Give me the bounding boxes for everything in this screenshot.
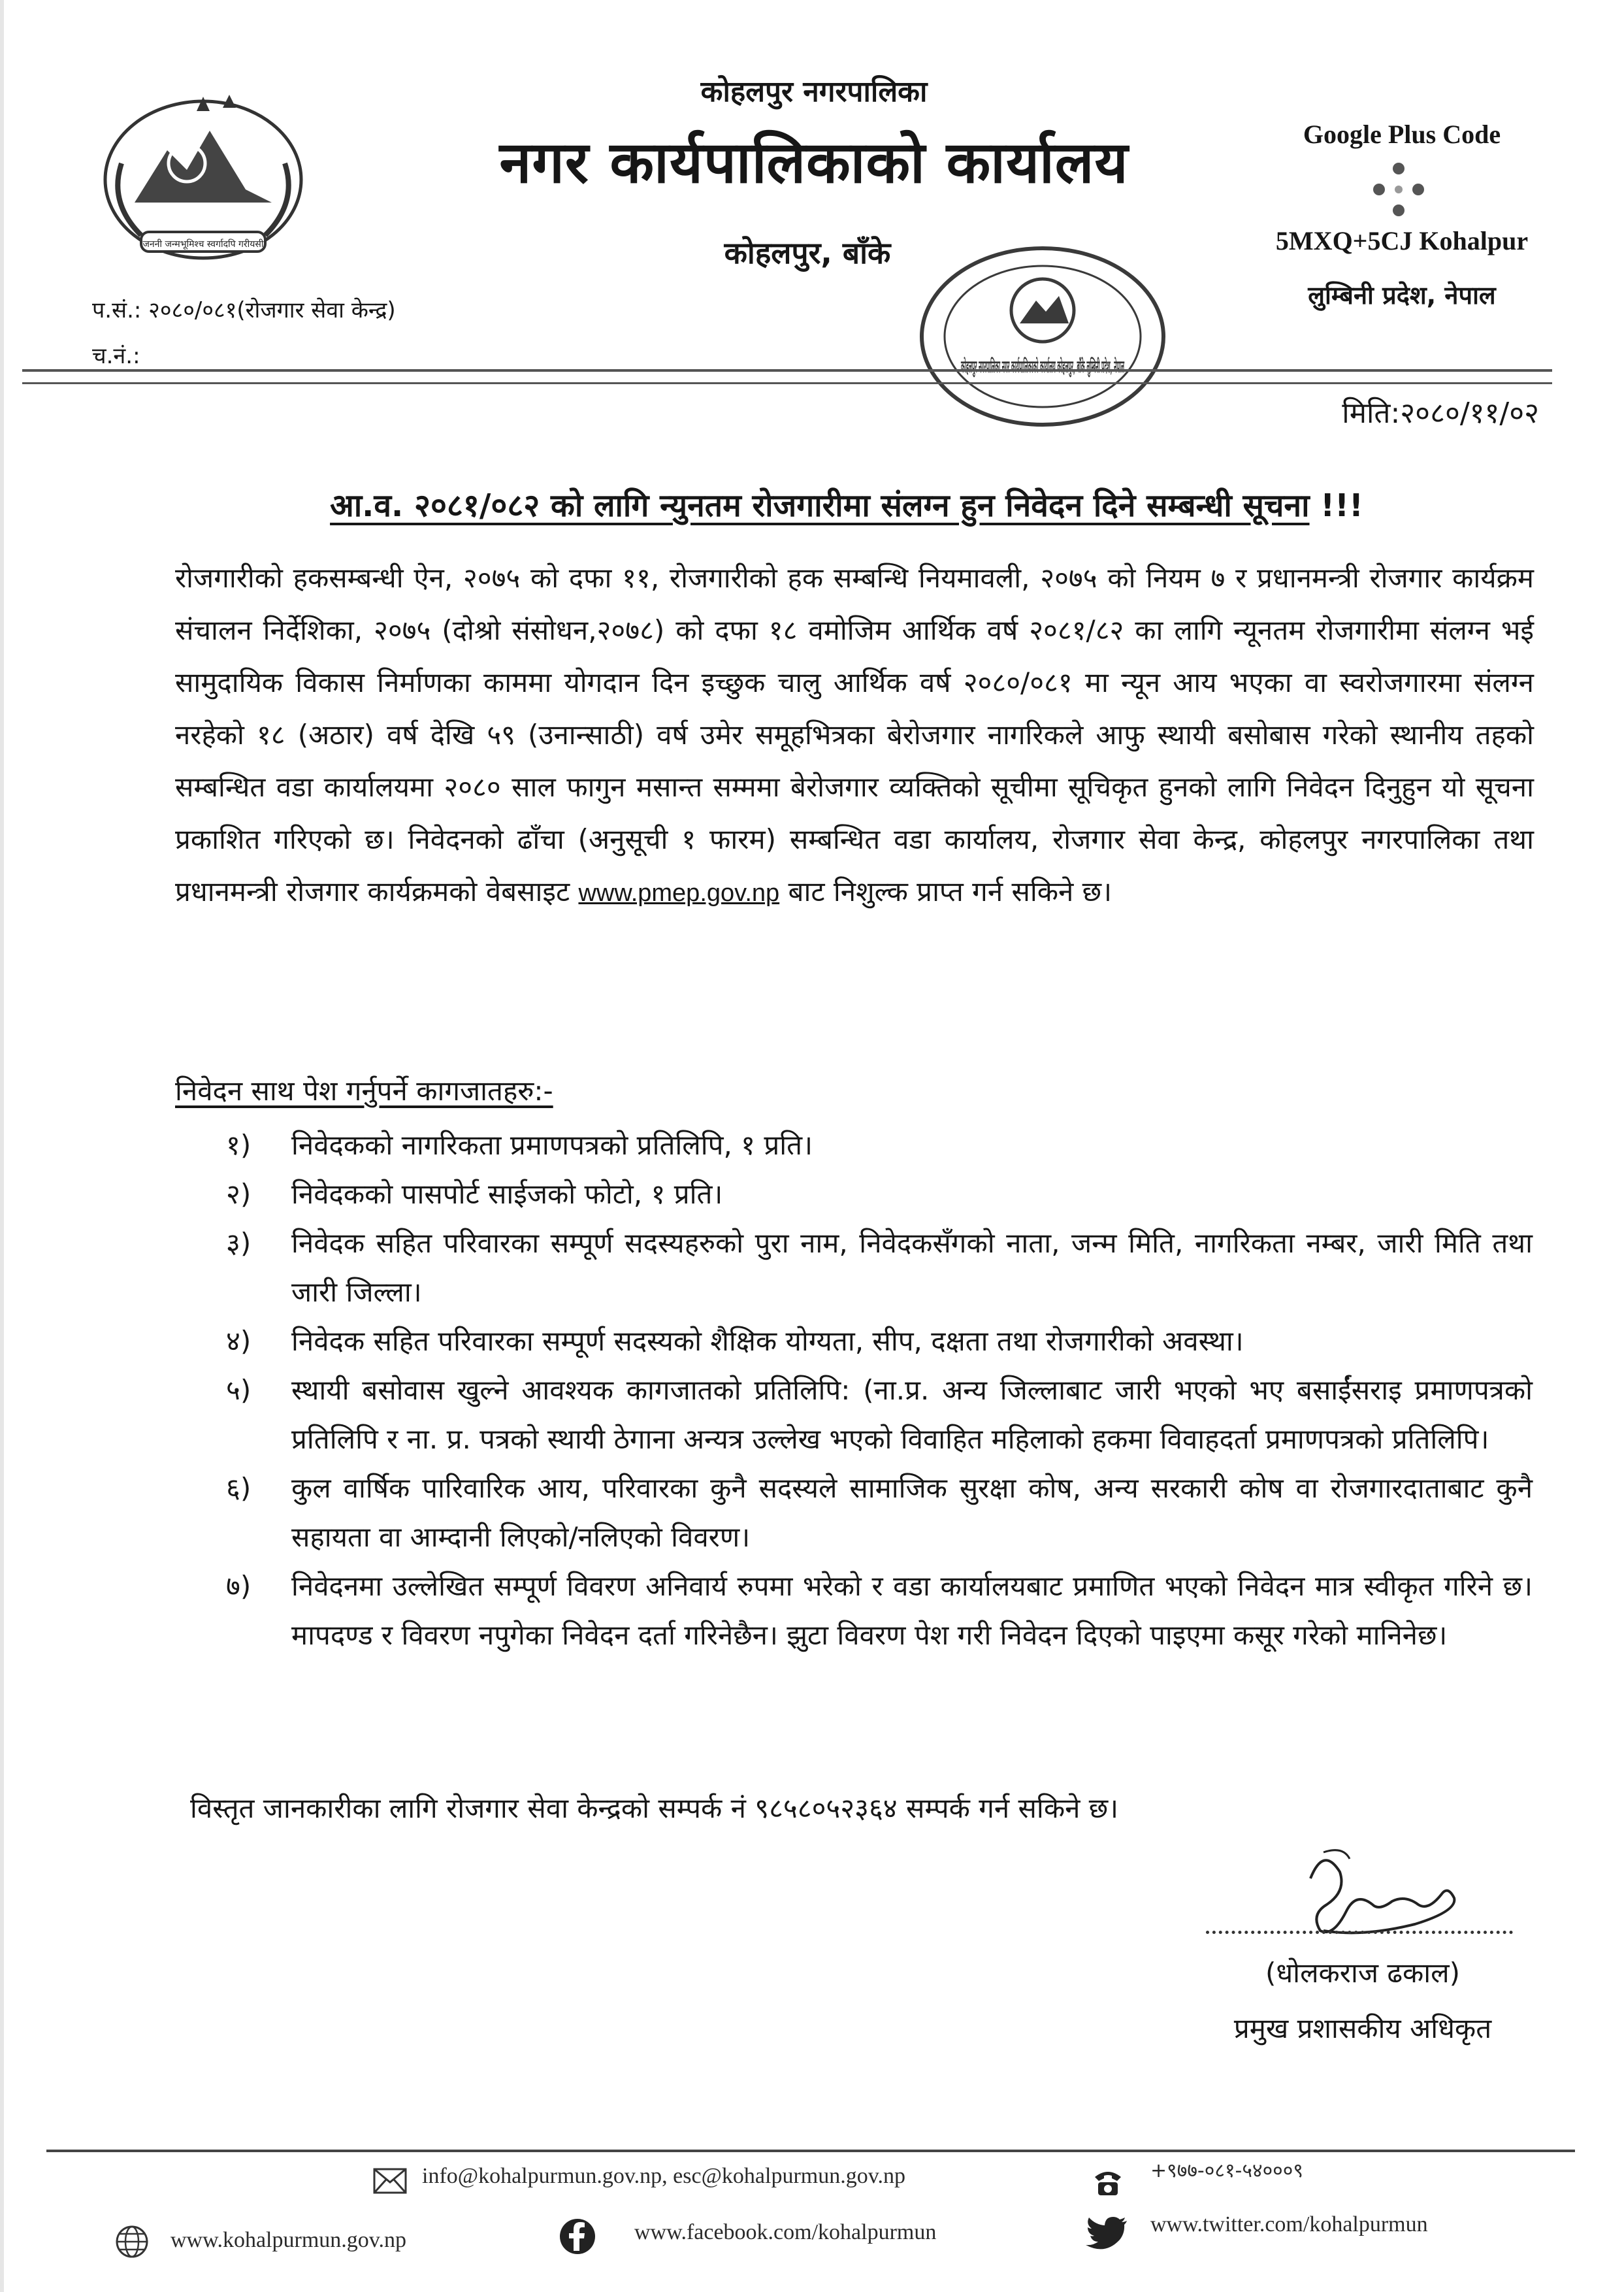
plus-code-label: Google Plus Code	[1303, 120, 1501, 149]
pmep-website-link[interactable]: www.pmep.gov.np	[578, 879, 780, 907]
plus-code-icon	[1366, 157, 1431, 222]
municipality-name: कोहलपुर नगरपालिका	[700, 75, 928, 108]
office-title: नगर कार्यपालिकाको कार्यालय	[499, 129, 1129, 196]
signatory-name: (धोलकराज ढकाल)	[1265, 1957, 1461, 1989]
footer-phone[interactable]: +९७७-०८१-५४०००९	[1150, 2159, 1303, 2182]
list-item-text: निवेदक सहित परिवारका सम्पूर्ण सदस्यको शैक्षिक योग्यता, सीप, दक्षता तथा रोजगारीको अवस्था।	[291, 1325, 1244, 1357]
notice-body-text-end: बाट निशुल्क प्राप्त गर्न सकिने छ।	[779, 876, 1112, 908]
footer-rule	[46, 2150, 1575, 2152]
dispatch-number: च.नं.:	[92, 343, 140, 369]
list-item	[226, 1219, 1533, 1317]
list-item-number: १)	[226, 1129, 252, 1161]
issue-date: मिति:२०८०/११/०२	[1342, 397, 1539, 430]
emblem-motto: जननी जन्मभूमिश्च स्वर्गादपि गरीयसी	[142, 239, 264, 250]
notice-title-text: आ.व. २०८१/०८२ को लागि न्युनतम रोजगारीमा संलग्न हुन निवेदन दिने सम्बन्धी सूचना	[330, 487, 1310, 524]
list-item-text: निवेदक सहित परिवारका सम्पूर्ण सदस्यहरुको पुरा नाम, निवेदकसँगको नाता, जन्म मिति, नागरिकता नम्बर, जारी मिति तथा जारी जिल्ला।	[291, 1227, 1533, 1308]
signature-icon	[1284, 1839, 1500, 1957]
list-item-number: ६)	[226, 1472, 252, 1504]
twitter-icon	[1092, 2217, 1128, 2248]
list-item-number: ४)	[226, 1325, 252, 1357]
list-item-number: २)	[226, 1178, 252, 1210]
documents-heading: निवेदन साथ पेश गर्नुपर्ने कागजातहरु:-	[175, 1075, 553, 1107]
list-item	[226, 1464, 1533, 1562]
notice-title	[200, 483, 1493, 526]
signature-line	[1206, 1931, 1513, 1934]
mail-icon	[373, 2168, 407, 2194]
header-rule	[22, 369, 1552, 372]
office-location: कोहलपुर, बाँके	[724, 235, 891, 270]
province: लुम्बिनी प्रदेश, नेपाल	[1308, 281, 1496, 310]
list-item-text: कुल वार्षिक पारिवारिक आय, परिवारका कुनै सदस्यले सामाजिक सुरक्षा कोष, अन्य सरकारी कोष वा रोजगारदाताबाट कुनै सहायता वा आम्दानी लिएको/नलिएको विवरण।	[291, 1472, 1533, 1553]
nepal-emblem-icon	[95, 91, 311, 268]
header-rule-secondary	[22, 382, 1552, 384]
list-item-number: ३)	[226, 1227, 252, 1259]
list-item-number: ५)	[226, 1374, 252, 1406]
footer-facebook[interactable]: www.facebook.com/kohalpurmun	[634, 2220, 937, 2244]
reference-number: प.सं.: २०८०/०८१(रोजगार सेवा केन्द्र)	[92, 297, 396, 323]
list-item-number: ७)	[226, 1570, 252, 1602]
globe-icon	[115, 2225, 149, 2259]
documents-list	[226, 1121, 1533, 1660]
list-item	[226, 1366, 1533, 1464]
list-item-text: स्थायी बसोवास खुल्ने आवश्यक कागजातको प्रतिलिपि: (ना.प्र. अन्य जिल्लाबाट जारी भएको भए बसाईंसराइ प्रमाणपत्रको प्रतिलिपि र ना. प्र. पत्रको स्थायी ठेगाना अन्यत्र उल्लेख भएको विवाहित महिलाको हकमा विवाहदर्ता प्रमाणपत्रको प्रतिलिपि।	[291, 1374, 1533, 1455]
plus-code-value: 5MXQ+5CJ Kohalpur	[1275, 226, 1529, 255]
facebook-icon	[559, 2218, 596, 2255]
notice-title-suffix: !!!	[1309, 487, 1363, 524]
contact-line: विस्तृत जानकारीका लागि रोजगार सेवा केन्द्रको सम्पर्क नं ९८५८०५२३६४ सम्पर्क गर्न सकिने छ।	[190, 1792, 1119, 1824]
signatory-title: प्रमुख प्रशासकीय अधिकृत	[1233, 2012, 1492, 2044]
list-item-text: निवेदकको नागरिकता प्रमाणपत्रको प्रतिलिपि, १ प्रति।	[291, 1129, 813, 1161]
list-item-text: निवेदनमा उल्लेखित सम्पूर्ण विवरण अनिवार्य रुपमा भरेको र वडा कार्यालयबाट प्रमाणित भएको निवेदन मात्र स्वीकृत गरिने छ। मापदण्ड र विवरण नपुगेका निवेदन दर्ता गरिनेछैन। झुटा विवरण पेश गरी निवेदन दिएको पाइएमा कसूर गरेको मानिनेछ।	[291, 1570, 1533, 1651]
list-item	[226, 1121, 1533, 1170]
notice-body-text: रोजगारीको हकसम्बन्धी ऐन, २०७५ को दफा ११, रोजगारीको हक सम्बन्धि नियमावली, २०७५ को नियम ७ र प्रधानमन्त्री रोजगार कार्यक्रम संचालन निर्देशिका, २०७५ (दोश्रो संसोधन,२०७८) को दफा १८ वमोजिम आर्थिक वर्ष २०८१/८२ का लागि न्यूनतम रोजगारीमा संलग्न भई सामुदायिक विकास निर्माणका काममा योगदान दिन इच्छुक चालु आर्थिक वर्ष २०८०/०८१ मा न्यून आय भएका वा स्वरोजगारमा संलग्न नरहेको १८ (अठार) वर्ष देखि ५९ (उनान्साठी) वर्ष उमेर समूहभित्रका बेरोजगार नागरिकले आफु स्थायी बसोबास गरेको स्थानीय तहको सम्बन्धित वडा कार्यालयमा २०८० साल फागुन मसान्त सम्ममा बेरोजगार व्यक्तिको सूचीमा सूचिकृत हुनको लागि निवेदन दिनुहुन यो सूचना प्रकाशित गरिएको छ। निवेदनको ढाँचा (अनुसूची १ फारम) सम्बन्धित वडा कार्यालय, रोजगार सेवा केन्द्र, कोहलपुर नगरपालिका तथा प्रधानमन्त्री रोजगार कार्यक्रमको वेबसाइट	[175, 562, 1534, 908]
footer-twitter[interactable]: www.twitter.com/kohalpurmun	[1150, 2212, 1428, 2236]
footer-email[interactable]: info@kohalpurmun.gov.np, esc@kohalpurmun.gov.np	[422, 2164, 905, 2188]
phone-icon	[1092, 2168, 1124, 2198]
list-item	[226, 1317, 1533, 1366]
list-item	[226, 1170, 1533, 1219]
list-item-text: निवेदकको पासपोर्ट साईजको फोटो, १ प्रति।	[291, 1178, 723, 1210]
footer-website[interactable]: www.kohalpurmun.gov.np	[171, 2228, 407, 2252]
stamp-text: कोहलपुर नगरपालिका नगर कार्यपालिकाको कार्यालय कोहलपुर, बाँके लुम्बिनी प्रदेश, नेपाल	[961, 357, 1518, 377]
notice-body	[175, 552, 1534, 919]
list-item	[226, 1562, 1533, 1660]
